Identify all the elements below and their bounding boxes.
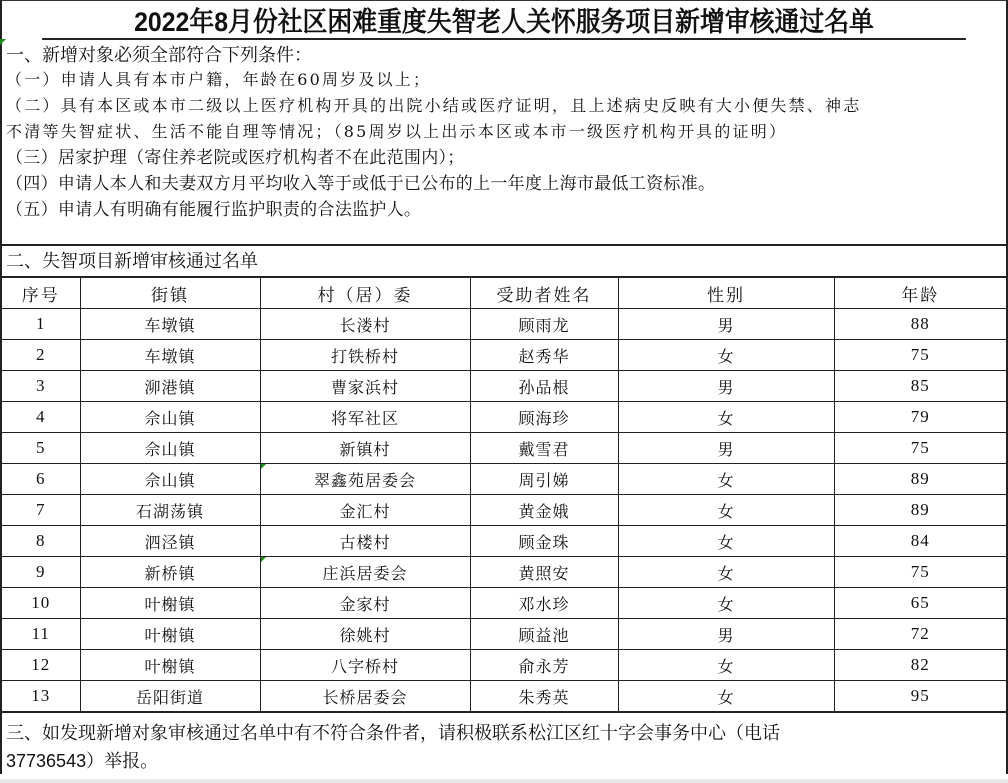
cell-committee: 金汇村	[260, 495, 470, 526]
table-header-row	[2, 278, 1006, 309]
cell-name: 俞永芳	[470, 650, 618, 681]
cell-name: 赵秀华	[470, 340, 618, 371]
cell-gender: 女	[618, 557, 834, 588]
column-header-town: 街镇	[80, 278, 260, 309]
table-row	[2, 340, 1006, 371]
cell-age: 84	[834, 526, 1006, 557]
sheet-bottom-edge	[0, 779, 1008, 783]
cell-gender: 女	[618, 402, 834, 433]
cell-gender: 男	[618, 619, 834, 650]
list-section-heading: 二、失智项目新增审核通过名单	[2, 246, 1006, 278]
cell-town: 泖港镇	[80, 371, 260, 402]
cell-town: 佘山镇	[80, 464, 260, 495]
cell-age: 72	[834, 619, 1006, 650]
cell-name: 顾金珠	[470, 526, 618, 557]
cell-town: 叶榭镇	[80, 650, 260, 681]
table-row	[2, 495, 1006, 526]
cell-committee: 金家村	[260, 588, 470, 619]
cell-no: 3	[2, 371, 80, 402]
cell-age: 75	[834, 433, 1006, 464]
cell-comment-marker-icon	[0, 39, 6, 45]
cell-no: 9	[2, 557, 80, 588]
cell-gender: 女	[618, 340, 834, 371]
cell-gender: 女	[618, 681, 834, 712]
cell-committee: 长桥居委会	[260, 681, 470, 712]
cell-town: 叶榭镇	[80, 619, 260, 650]
cell-no: 11	[2, 619, 80, 650]
table-row	[2, 619, 1006, 650]
condition-item-5: （五）申请人有明确有能履行监护职责的合法监护人。	[6, 200, 422, 219]
table-row	[2, 526, 1006, 557]
cell-name: 顾雨龙	[470, 309, 618, 340]
cell-committee: 打铁桥村	[260, 340, 470, 371]
cell-committee: 将军社区	[260, 402, 470, 433]
cell-committee	[260, 464, 470, 495]
cell-name: 孙品根	[470, 371, 618, 402]
cell-town: 佘山镇	[80, 402, 260, 433]
cell-town: 佘山镇	[80, 433, 260, 464]
cell-name: 戴雪君	[470, 433, 618, 464]
column-header-gender: 性别	[618, 278, 834, 309]
conditions-heading: 一、新增对象必须全部符合下列条件：	[6, 45, 312, 65]
cell-committee	[260, 557, 470, 588]
report-notice-line-2: 37736543）举报。	[6, 751, 159, 771]
cell-comment-marker-icon	[261, 464, 266, 469]
cell-gender: 男	[618, 371, 834, 402]
cell-age: 82	[834, 650, 1006, 681]
cell-town: 叶榭镇	[80, 588, 260, 619]
table-row	[2, 557, 1006, 588]
cell-gender: 女	[618, 526, 834, 557]
cell-committee: 徐姚村	[260, 619, 470, 650]
condition-item-2-continued: 不清等失智症状、生活不能自理等情况；（85周岁以上出示本区或本市一级医疗机构开具的证明）	[6, 122, 788, 141]
report-notice	[2, 712, 1006, 774]
table-row	[2, 309, 1006, 340]
cell-gender: 女	[618, 464, 834, 495]
cell-name: 周引娣	[470, 464, 618, 495]
table-row	[2, 371, 1006, 402]
condition-item-4: （四）申请人本人和夫妻双方月平均收入等于或低于已公布的上一年度上海市最低工资标准。	[6, 174, 716, 193]
cell-town: 岳阳街道	[80, 681, 260, 712]
cell-committee: 八字桥村	[260, 650, 470, 681]
column-header-no: 序号	[2, 278, 80, 309]
cell-town: 泗泾镇	[80, 526, 260, 557]
cell-comment-marker-icon	[261, 557, 266, 562]
cell-no: 1	[2, 309, 80, 340]
approved-list-table	[2, 278, 1006, 712]
cell-no: 2	[2, 340, 80, 371]
cell-gender: 男	[618, 433, 834, 464]
cell-committee: 曹家浜村	[260, 371, 470, 402]
table-row	[2, 402, 1006, 433]
cell-no: 13	[2, 681, 80, 712]
cell-no: 7	[2, 495, 80, 526]
report-notice-line-1: 三、如发现新增对象审核通过名单中有不符合条件者，请积极联系松江区红十字会事务中心（电话	[6, 723, 780, 743]
cell-age: 88	[834, 309, 1006, 340]
cell-gender: 男	[618, 309, 834, 340]
column-header-name: 受助者姓名	[470, 278, 618, 309]
cell-gender: 女	[618, 588, 834, 619]
table-row	[2, 650, 1006, 681]
cell-name: 黄照安	[470, 557, 618, 588]
cell-no: 12	[2, 650, 80, 681]
column-header-committee: 村（居）委	[260, 278, 470, 309]
cell-no: 8	[2, 526, 80, 557]
table-row	[2, 464, 1006, 495]
cell-age: 79	[834, 402, 1006, 433]
cell-gender: 女	[618, 650, 834, 681]
table-row	[2, 588, 1006, 619]
cell-age: 95	[834, 681, 1006, 712]
cell-town: 车墩镇	[80, 309, 260, 340]
cell-committee: 长溇村	[260, 309, 470, 340]
cell-town: 车墩镇	[80, 340, 260, 371]
cell-committee-text: 庄浜居委会	[322, 563, 408, 583]
cell-no: 5	[2, 433, 80, 464]
condition-item-2: （二）具有本区或本市二级以上医疗机构开具的出院小结或医疗证明，且上述病史反映有大小便失禁、神志	[6, 96, 862, 115]
cell-committee: 新镇村	[260, 433, 470, 464]
cell-age: 89	[834, 495, 1006, 526]
cell-age: 75	[834, 557, 1006, 588]
table-row	[2, 433, 1006, 464]
cell-committee: 古楼村	[260, 526, 470, 557]
cell-name: 顾益池	[470, 619, 618, 650]
cell-committee-text: 翠鑫苑居委会	[313, 470, 416, 490]
cell-name: 黄金娥	[470, 495, 618, 526]
document-title: 2022年8月份社区困难重度失智老人关怀服务项目新增审核通过名单	[42, 1, 966, 40]
cell-name: 邓水珍	[470, 588, 618, 619]
cell-town: 石湖荡镇	[80, 495, 260, 526]
cell-age: 85	[834, 371, 1006, 402]
cell-name: 顾海珍	[470, 402, 618, 433]
table-row	[2, 681, 1006, 712]
conditions-section	[2, 40, 1006, 246]
cell-age: 89	[834, 464, 1006, 495]
cell-age: 65	[834, 588, 1006, 619]
column-header-age: 年龄	[834, 278, 1006, 309]
cell-name: 朱秀英	[470, 681, 618, 712]
cell-age: 75	[834, 340, 1006, 371]
condition-item-1: （一）申请人具有本市户籍，年龄在60周岁及以上；	[6, 70, 432, 89]
cell-no: 6	[2, 464, 80, 495]
cell-no: 10	[2, 588, 80, 619]
cell-gender: 女	[618, 495, 834, 526]
condition-item-3: （三）居家护理（寄住养老院或医疗机构者不在此范围内）；	[6, 148, 465, 167]
cell-no: 4	[2, 402, 80, 433]
cell-town: 新桥镇	[80, 557, 260, 588]
